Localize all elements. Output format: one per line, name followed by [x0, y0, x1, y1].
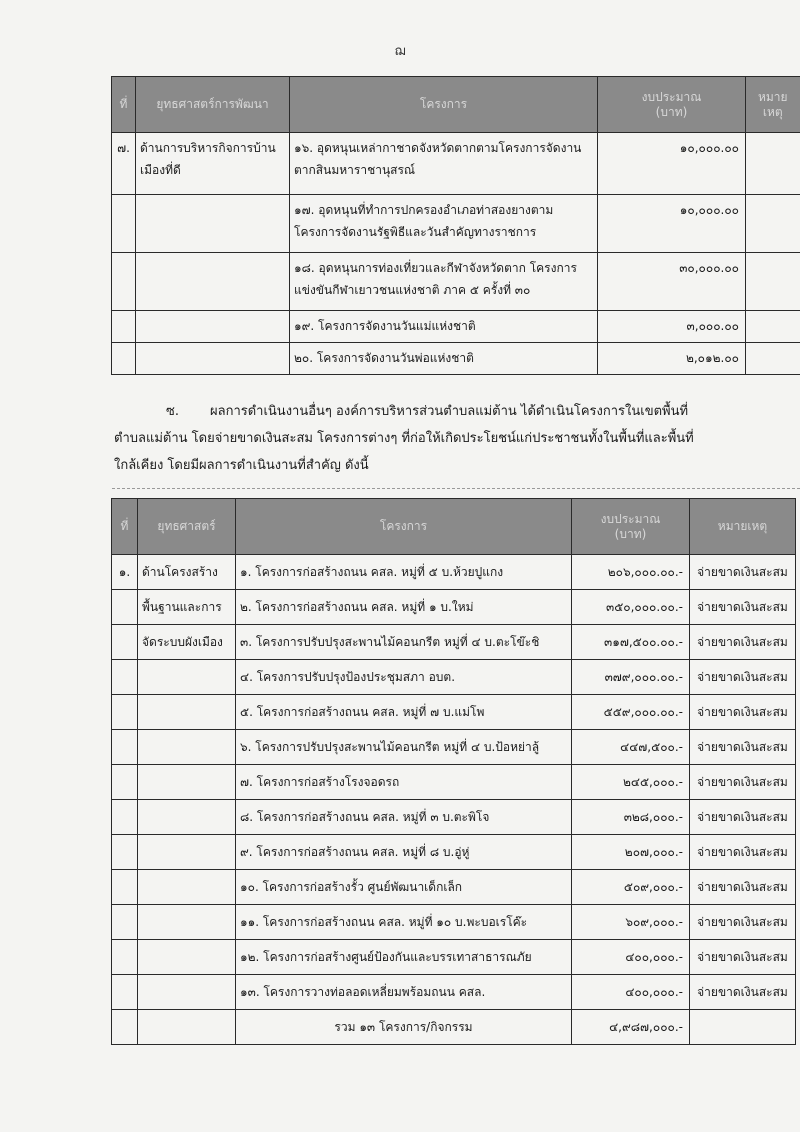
row-no — [112, 940, 138, 975]
row-strategy — [138, 975, 236, 1010]
row-strategy — [136, 253, 290, 311]
table-row — [112, 695, 796, 730]
table-row — [112, 195, 800, 253]
row-note — [746, 343, 800, 375]
row-project: ๑๐. โครงการก่อสร้างรั้ว ศูนย์พัฒนาเด็กเล็ก — [236, 870, 572, 905]
row-strategy — [136, 343, 290, 375]
row-budget: ๕๐๙,๐๐๐.- — [572, 870, 690, 905]
row-project: ๗. โครงการก่อสร้างโรงจอดรถ — [236, 765, 572, 800]
header-strategy: ยุทธศาสตร์ — [138, 499, 236, 555]
row-no — [112, 765, 138, 800]
table-row — [112, 590, 796, 625]
row-strategy: พื้นฐานและการ — [138, 590, 236, 625]
row-note: จ่ายขาดเงินสะสม — [690, 555, 796, 590]
row-note: จ่ายขาดเงินสะสม — [690, 940, 796, 975]
row-strategy — [138, 730, 236, 765]
row-budget: ๓๕๐,๐๐๐.๐๐.- — [572, 590, 690, 625]
row-project: ๕. โครงการก่อสร้างถนน คสล. หมู่ที่ ๗ บ.แม่โพ — [236, 695, 572, 730]
row-budget: ๖๐๙,๐๐๐.- — [572, 905, 690, 940]
header-project: โครงการ — [236, 499, 572, 555]
row-note: จ่ายขาดเงินสะสม — [690, 730, 796, 765]
table-other-projects — [111, 498, 796, 1045]
row-project: ๒. โครงการก่อสร้างถนน คสล. หมู่ที่ ๑ บ.ใหม่ — [236, 590, 572, 625]
paragraph-line-3: ใกล้เคียง โดยมีผลการดำเนินงานที่สำคัญ ดังนี้ — [114, 458, 369, 473]
row-note: จ่ายขาดเงินสะสม — [690, 975, 796, 1010]
table-row — [112, 835, 796, 870]
row-project: ๑. โครงการก่อสร้างถนน คสล. หมู่ที่ ๕ บ.ห้วยปูแกง — [236, 555, 572, 590]
row-project: ๔. โครงการปรับปรุงป้องประชุมสภา อบต. — [236, 660, 572, 695]
row-project: ๙. โครงการก่อสร้างถนน คสล. หมู่ที่ ๘ บ.อู่หู่ — [236, 835, 572, 870]
row-budget: ๔๐๐,๐๐๐.- — [572, 940, 690, 975]
row-strategy: ด้านโครงสร้าง — [138, 555, 236, 590]
row-note: จ่ายขาดเงินสะสม — [690, 590, 796, 625]
row-budget: ๓,๐๐๐.๐๐ — [598, 311, 746, 343]
row-budget: ๓๒๘,๐๐๐.- — [572, 800, 690, 835]
table-row — [112, 975, 796, 1010]
row-no — [112, 660, 138, 695]
page-number: ฌ — [394, 44, 406, 59]
row-project: ๑๗. อุดหนุนที่ทำการปกครองอำเภอท่าสองยางตามโครงการจัดงานรัฐพิธีและวันสำคัญทางราชการ — [290, 195, 598, 253]
row-budget: ๒,๐๑๒.๐๐ — [598, 343, 746, 375]
table-row — [112, 800, 796, 835]
row-strategy — [138, 905, 236, 940]
row-budget: ๔๔๗,๕๐๐.- — [572, 730, 690, 765]
row-budget: ๒๐๗,๐๐๐.- — [572, 835, 690, 870]
row-strategy — [138, 835, 236, 870]
row-no — [112, 870, 138, 905]
table-header-row — [112, 77, 800, 133]
row-note: จ่ายขาดเงินสะสม — [690, 695, 796, 730]
row-no — [112, 835, 138, 870]
row-budget: ๑๐,๐๐๐.๐๐ — [598, 133, 746, 195]
row-project: ๑๓. โครงการวางท่อลอดเหลี่ยมพร้อมถนน คสล. — [236, 975, 572, 1010]
row-note: จ่ายขาดเงินสะสม — [690, 800, 796, 835]
table-row — [112, 870, 796, 905]
table-header-row — [112, 499, 796, 555]
table-row — [112, 660, 796, 695]
row-no — [112, 905, 138, 940]
row-strategy — [138, 765, 236, 800]
row-project: ๖. โครงการปรับปรุงสะพานไม้คอนกรีต หมู่ที่ ๔ บ.ป้อหย่าลู้ — [236, 730, 572, 765]
row-note — [746, 311, 800, 343]
section-label: ซ. — [166, 404, 179, 419]
row-note: จ่ายขาดเงินสะสม — [690, 765, 796, 800]
row-project: ๑๙. โครงการจัดงานวันแม่แห่งชาติ — [290, 311, 598, 343]
table-row — [112, 343, 800, 375]
row-no — [112, 975, 138, 1010]
table-row — [112, 253, 800, 311]
row-no — [112, 695, 138, 730]
row-project: ๒๐. โครงการจัดงานวันพ่อแห่งชาติ — [290, 343, 598, 375]
row-budget: ๓๗๙,๐๐๐.๐๐.- — [572, 660, 690, 695]
row-strategy: จัดระบบผังเมือง — [138, 625, 236, 660]
row-strategy — [138, 870, 236, 905]
row-no — [112, 253, 136, 311]
row-no: ๗. — [112, 133, 136, 195]
row-no — [112, 311, 136, 343]
row-strategy — [138, 660, 236, 695]
header-note: หมายเหตุ — [690, 499, 796, 555]
header-strategy: ยุทธศาสตร์การพัฒนา — [136, 77, 290, 133]
table-row — [112, 133, 800, 195]
row-project: ๑๒. โครงการก่อสร้างศูนย์ป้องกันและบรรเทาสาธารณภัย — [236, 940, 572, 975]
header-note: หมาย เหตุ — [746, 77, 800, 133]
row-note: จ่ายขาดเงินสะสม — [690, 835, 796, 870]
total-budget: ๔,๙๘๗,๐๐๐.- — [572, 1010, 690, 1045]
header-no: ที่ — [112, 499, 138, 555]
row-no — [112, 625, 138, 660]
row-note — [746, 195, 800, 253]
row-no — [112, 590, 138, 625]
row-budget: ๒๔๕,๐๐๐.- — [572, 765, 690, 800]
row-budget: ๓๑๗,๕๐๐.๐๐.- — [572, 625, 690, 660]
total-strategy — [138, 1010, 236, 1045]
row-project: ๑๘. อุดหนุนการท่องเที่ยวและกีฬาจังหวัดตาก โครงการแข่งขันกีฬาเยาวชนแห่งชาติ ภาค ๕ ครั้งที่ ๓๐ — [290, 253, 598, 311]
header-budget: งบประมาณ (บาท) — [572, 499, 690, 555]
header-budget: งบประมาณ (บาท) — [598, 77, 746, 133]
header-no: ที่ — [112, 77, 136, 133]
row-strategy: ด้านการบริหารกิจการบ้านเมืองที่ดี — [136, 133, 290, 195]
row-project: ๓. โครงการปรับปรุงสะพานไม้คอนกรีต หมู่ที่ ๔ บ.ตะโข๊ะชิ — [236, 625, 572, 660]
row-strategy — [136, 311, 290, 343]
paragraph-line-1 — [114, 398, 774, 425]
total-row — [112, 1010, 796, 1045]
row-no — [112, 730, 138, 765]
row-budget: ๒๐๖,๐๐๐.๐๐.- — [572, 555, 690, 590]
row-budget: ๑๐,๐๐๐.๐๐ — [598, 195, 746, 253]
row-project: ๘. โครงการก่อสร้างถนน คสล. หมู่ที่ ๓ บ.ตะพิโจ — [236, 800, 572, 835]
row-note: จ่ายขาดเงินสะสม — [690, 660, 796, 695]
paragraph-line-1-text: ผลการดำเนินงานอื่นๆ องค์การบริหารส่วนตำบลแม่ต้าน ได้ดำเนินโครงการในเขตพื้นที่ — [210, 404, 689, 419]
row-no — [112, 343, 136, 375]
row-strategy — [136, 195, 290, 253]
row-strategy — [138, 695, 236, 730]
row-strategy — [138, 800, 236, 835]
row-project: ๑๖. อุดหนุนเหล่ากาชาดจังหวัดตากตามโครงการจัดงานตากสินมหาราชานุสรณ์ — [290, 133, 598, 195]
row-strategy — [138, 940, 236, 975]
row-no — [112, 195, 136, 253]
row-budget: ๔๐๐,๐๐๐.- — [572, 975, 690, 1010]
table-row — [112, 765, 796, 800]
header-project: โครงการ — [290, 77, 598, 133]
row-budget: ๕๕๙,๐๐๐.๐๐.- — [572, 695, 690, 730]
table-row — [112, 311, 800, 343]
table-strategy-projects — [111, 76, 800, 375]
row-no — [112, 800, 138, 835]
row-note: จ่ายขาดเงินสะสม — [690, 870, 796, 905]
total-note — [690, 1010, 796, 1045]
row-note — [746, 133, 800, 195]
table-row — [112, 730, 796, 765]
divider — [112, 488, 800, 489]
table-row — [112, 625, 796, 660]
row-note: จ่ายขาดเงินสะสม — [690, 625, 796, 660]
table-row — [112, 555, 796, 590]
row-project: ๑๑. โครงการก่อสร้างถนน คสล. หมู่ที่ ๑๐ บ.พะบอเรโค๊ะ — [236, 905, 572, 940]
total-label: รวม ๑๓ โครงการ/กิจกรรม — [236, 1010, 572, 1045]
table-row — [112, 940, 796, 975]
row-budget: ๓๐,๐๐๐.๐๐ — [598, 253, 746, 311]
row-note — [746, 253, 800, 311]
row-no: ๑. — [112, 555, 138, 590]
paragraph-line-2: ตำบลแม่ต้าน โดยจ่ายขาดเงินสะสม โครงการต่างๆ ที่ก่อให้เกิดประโยชน์แก่ประชาชนทั้งในพื้นที่และพื้นที่ — [114, 431, 694, 446]
total-no — [112, 1010, 138, 1045]
table-row — [112, 905, 796, 940]
row-note: จ่ายขาดเงินสะสม — [690, 905, 796, 940]
section-paragraph — [114, 398, 774, 479]
